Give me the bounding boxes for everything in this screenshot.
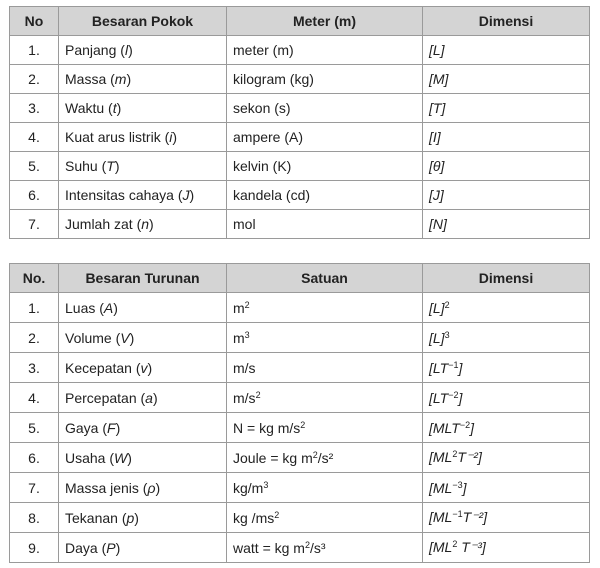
quantity-symbol: t	[112, 100, 117, 116]
unit-text: N = kg m/s	[233, 419, 301, 436]
dimension-exponent: 2	[452, 449, 458, 459]
table-row	[10, 293, 590, 323]
quantity-name: Waktu (	[65, 100, 113, 116]
cell-no: 1.	[10, 36, 59, 65]
dimension-text: [J]	[429, 187, 444, 203]
dimension-exponent: −3	[452, 479, 463, 490]
quantity-paren: )	[126, 71, 132, 87]
quantity-symbol: v	[140, 359, 148, 376]
col-header-dimension: Dimensi	[423, 264, 590, 293]
table-row	[10, 36, 590, 65]
quantity-paren: )	[113, 299, 118, 316]
unit-exponent: 2	[274, 509, 280, 520]
cell-no: 6.	[10, 181, 59, 210]
header-row	[10, 264, 590, 293]
cell-dimension	[423, 533, 590, 563]
derived-quantities-table	[9, 263, 590, 563]
cell-dimension	[423, 443, 590, 473]
quantity-paren: )	[114, 158, 120, 174]
col-header-dimension: Dimensi	[423, 7, 590, 36]
cell-quantity	[59, 323, 227, 353]
quantity-symbol: P	[106, 539, 116, 556]
cell-dimension	[423, 503, 590, 533]
cell-dimension	[423, 353, 590, 383]
cell-no: 1.	[10, 293, 59, 323]
dimension-text: [ML	[429, 479, 453, 496]
unit-text: kelvin (K)	[233, 158, 292, 174]
cell-quantity	[59, 152, 227, 181]
cell-unit	[227, 181, 423, 210]
cell-quantity	[59, 473, 227, 503]
quantity-paren: )	[172, 129, 178, 145]
cell-quantity	[59, 383, 227, 413]
col-header-quantity: Besaran Pokok	[59, 7, 227, 36]
dimension-exponent: −1	[452, 509, 463, 519]
cell-quantity	[59, 293, 227, 323]
cell-dimension	[423, 36, 590, 65]
quantity-paren: )	[189, 187, 195, 203]
cell-quantity	[59, 65, 227, 94]
unit-text: kilogram (kg)	[233, 71, 314, 87]
dimension-text: [N]	[429, 216, 447, 232]
dimension-rest: T⁻³]	[457, 539, 486, 555]
dimension-rest: ]	[458, 389, 463, 406]
quantity-paren: )	[155, 479, 161, 496]
unit-text: kg/m	[233, 479, 264, 496]
table-row	[10, 383, 590, 413]
dimension-exponent: 3	[444, 329, 450, 340]
quantity-symbol: a	[145, 389, 153, 406]
cell-no: 7.	[10, 210, 59, 239]
table-row	[10, 210, 590, 239]
cell-dimension	[423, 65, 590, 94]
dimension-exponent: −1	[448, 359, 459, 370]
cell-quantity	[59, 353, 227, 383]
cell-unit	[227, 65, 423, 94]
cell-quantity	[59, 94, 227, 123]
cell-no: 4.	[10, 383, 59, 413]
col-header-quantity: Besaran Turunan	[59, 264, 227, 293]
cell-no: 2.	[10, 65, 59, 94]
quantity-name: Kecepatan (	[65, 359, 141, 376]
table-row	[10, 503, 590, 533]
table-row	[10, 65, 590, 94]
cell-unit	[227, 473, 423, 503]
dimension-rest: ]	[462, 479, 467, 496]
cell-unit	[227, 323, 423, 353]
table-row	[10, 123, 590, 152]
cell-dimension	[423, 152, 590, 181]
quantity-symbol: n	[141, 216, 150, 232]
cell-no: 3.	[10, 353, 59, 383]
cell-quantity	[59, 533, 227, 563]
unit-text: sekon (s)	[233, 100, 291, 116]
unit-text: mol	[233, 216, 256, 232]
dimension-rest: ]	[458, 359, 463, 376]
cell-unit	[227, 210, 423, 239]
quantity-paren: )	[134, 509, 139, 526]
unit-rest: /s²	[317, 449, 334, 466]
cell-unit	[227, 443, 423, 473]
cell-dimension	[423, 293, 590, 323]
quantity-symbol: p	[126, 509, 135, 526]
unit-exponent: 2	[312, 449, 318, 460]
cell-dimension	[423, 473, 590, 503]
unit-text: ampere (A)	[233, 129, 304, 145]
dimension-text: [ML	[429, 539, 453, 555]
quantity-paren: )	[115, 419, 121, 436]
dimension-text: [ML	[429, 509, 453, 525]
quantity-paren: )	[129, 329, 135, 346]
cell-dimension	[423, 210, 590, 239]
quantity-symbol: T	[106, 158, 115, 174]
cell-quantity	[59, 210, 227, 239]
cell-no: 2.	[10, 323, 59, 353]
cell-unit	[227, 36, 423, 65]
quantity-paren: )	[147, 359, 153, 376]
dimension-text: [L]	[429, 299, 445, 316]
cell-no: 9.	[10, 533, 59, 563]
unit-text: watt = kg m	[233, 539, 305, 556]
dimension-text: [L]	[429, 329, 445, 346]
cell-no: 5.	[10, 152, 59, 181]
col-header-unit: Satuan	[227, 264, 423, 293]
quantity-name: Suhu (	[65, 158, 107, 174]
cell-unit	[227, 152, 423, 181]
table-row	[10, 94, 590, 123]
unit-exponent: 3	[263, 479, 269, 490]
quantity-symbol: m	[114, 71, 127, 87]
cell-unit	[227, 293, 423, 323]
quantity-symbol: A	[103, 299, 114, 316]
dimension-text: [LT	[429, 389, 449, 406]
unit-exponent: 2	[244, 299, 250, 310]
cell-unit	[227, 94, 423, 123]
dimension-text: [L]	[429, 42, 445, 58]
cell-dimension	[423, 123, 590, 152]
unit-text: kg /ms	[233, 509, 275, 526]
quantity-symbol: l	[124, 42, 129, 58]
cell-no: 3.	[10, 94, 59, 123]
table-row	[10, 413, 590, 443]
dimension-text: [ML	[429, 449, 453, 465]
col-header-no: No	[10, 7, 59, 36]
table-row	[10, 181, 590, 210]
cell-dimension	[423, 181, 590, 210]
quantity-name: Luas (	[65, 299, 104, 316]
unit-text: m/s	[233, 389, 256, 406]
cell-quantity	[59, 413, 227, 443]
table-row	[10, 353, 590, 383]
cell-dimension	[423, 383, 590, 413]
cell-dimension	[423, 413, 590, 443]
cell-no: 7.	[10, 473, 59, 503]
dimension-text: [T]	[429, 100, 446, 116]
quantity-paren: )	[128, 42, 133, 58]
cell-quantity	[59, 123, 227, 152]
dimension-rest: T⁻²]	[462, 509, 488, 525]
quantity-name: Volume (	[65, 329, 121, 346]
quantity-name: Panjang (	[65, 42, 125, 58]
unit-text: m	[233, 299, 245, 316]
table-row	[10, 443, 590, 473]
quantity-name: Intensitas cahaya (	[65, 187, 183, 203]
unit-rest: /s³	[309, 539, 326, 556]
dimension-text: [M]	[429, 71, 449, 87]
dimension-exponent: −2	[459, 419, 471, 430]
unit-exponent: 2	[304, 539, 310, 550]
table-row	[10, 323, 590, 353]
quantity-name: Massa (	[65, 71, 115, 87]
quantity-name: Usaha (	[65, 449, 115, 466]
cell-dimension	[423, 323, 590, 353]
cell-no: 6.	[10, 443, 59, 473]
dimension-exponent: 2	[444, 299, 450, 310]
dimension-text: [θ]	[429, 158, 445, 174]
dimension-text: [I]	[429, 129, 441, 145]
cell-dimension	[423, 94, 590, 123]
cell-unit	[227, 413, 423, 443]
unit-exponent: 2	[255, 389, 261, 400]
cell-unit	[227, 533, 423, 563]
header-row	[10, 7, 590, 36]
col-header-no: No.	[10, 264, 59, 293]
quantity-paren: )	[115, 539, 121, 556]
dimension-exponent: 2	[452, 539, 458, 549]
quantity-name: Daya (	[65, 539, 107, 556]
quantity-symbol: J	[182, 187, 190, 203]
quantity-name: Percepatan (	[65, 389, 146, 406]
unit-text: m	[233, 329, 245, 346]
col-header-unit: Meter (m)	[227, 7, 423, 36]
cell-unit	[227, 503, 423, 533]
cell-unit	[227, 123, 423, 152]
quantity-symbol: ρ	[147, 479, 156, 496]
cell-quantity	[59, 36, 227, 65]
quantity-paren: )	[149, 216, 154, 232]
table-row	[10, 473, 590, 503]
quantity-name: Tekanan (	[65, 509, 127, 526]
unit-exponent: 3	[244, 329, 250, 340]
quantity-symbol: F	[107, 419, 116, 436]
cell-no: 4.	[10, 123, 59, 152]
quantity-symbol: i	[169, 129, 173, 145]
dimension-rest: T⁻²]	[457, 449, 482, 465]
table-row	[10, 533, 590, 563]
unit-text: meter (m)	[233, 42, 294, 58]
quantity-paren: )	[152, 389, 158, 406]
unit-text: m/s	[233, 359, 256, 376]
quantity-symbol: V	[120, 329, 130, 346]
unit-exponent: 2	[300, 419, 306, 430]
quantity-symbol: W	[114, 449, 128, 466]
cell-quantity	[59, 443, 227, 473]
unit-text: kandela (cd)	[233, 187, 311, 203]
dimension-rest: ]	[470, 419, 475, 436]
quantity-name: Jumlah zat (	[65, 216, 142, 232]
dimension-text: [LT	[429, 359, 449, 376]
base-quantities-table	[9, 6, 590, 239]
cell-no: 8.	[10, 503, 59, 533]
quantity-paren: )	[116, 100, 122, 116]
quantity-paren: )	[127, 449, 132, 466]
cell-unit	[227, 383, 423, 413]
cell-unit	[227, 353, 423, 383]
quantity-name: Kuat arus listrik (	[65, 129, 170, 145]
dimension-text: [MLT	[429, 419, 460, 436]
cell-quantity	[59, 181, 227, 210]
unit-text: Joule = kg m	[233, 449, 313, 466]
cell-no: 5.	[10, 413, 59, 443]
quantity-name: Gaya (	[65, 419, 108, 436]
table-row	[10, 152, 590, 181]
cell-quantity	[59, 503, 227, 533]
dimension-exponent: −2	[448, 389, 459, 400]
quantity-name: Massa jenis (	[65, 479, 148, 496]
